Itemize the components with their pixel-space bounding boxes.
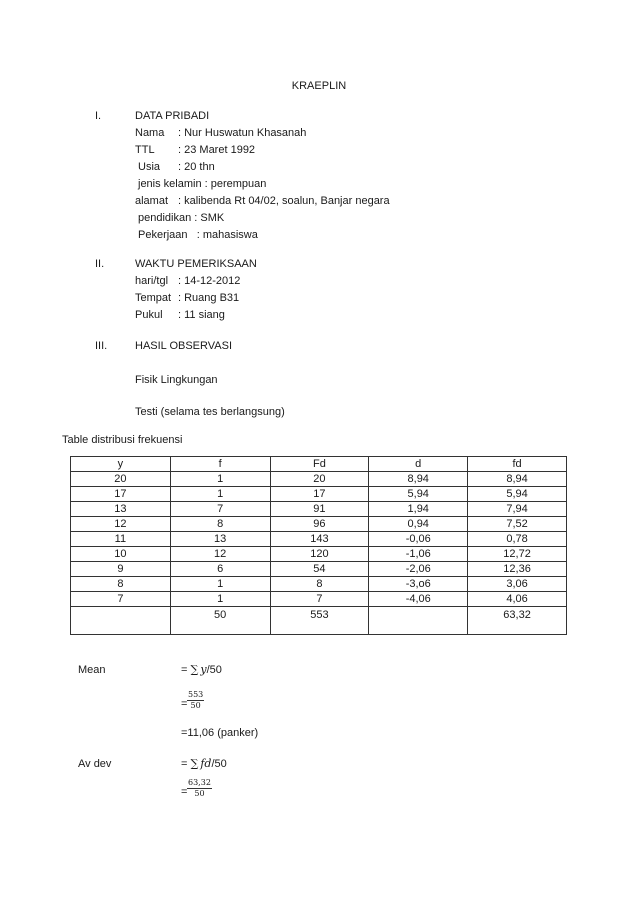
table-cell: 8 bbox=[170, 517, 270, 532]
sum-symbol: ∑ bbox=[190, 663, 199, 676]
table-row bbox=[71, 547, 567, 562]
testi: Testi (selama tes berlangsung) bbox=[135, 406, 285, 418]
table-cell: 7 bbox=[71, 592, 171, 607]
tempat-value: : Ruang B31 bbox=[178, 292, 240, 304]
hari-value: : 14-12-2012 bbox=[178, 275, 241, 287]
table-cell: 8,94 bbox=[468, 472, 567, 487]
table-row bbox=[71, 577, 567, 592]
mean-formula-suffix: /50 bbox=[206, 664, 222, 676]
table-total-cell bbox=[71, 607, 171, 635]
nama-label: Nama bbox=[135, 127, 165, 139]
table-cell: 91 bbox=[270, 502, 369, 517]
table-cell: 8 bbox=[270, 577, 369, 592]
table-total-cell: 50 bbox=[170, 607, 270, 635]
frequency-table bbox=[70, 456, 567, 635]
table-cell: 1 bbox=[170, 577, 270, 592]
table-cell: 12 bbox=[71, 517, 171, 532]
ttl-label: TTL bbox=[135, 144, 155, 156]
table-cell: -3,o6 bbox=[369, 577, 468, 592]
alamat-value: : kalibenda Rt 04/02, soalun, Banjar negara bbox=[178, 195, 390, 207]
alamat-label: alamat bbox=[135, 195, 169, 207]
table-cell: 1 bbox=[170, 487, 270, 502]
pukul-label: Pukul bbox=[135, 309, 163, 321]
section-1-number: I. bbox=[95, 110, 102, 122]
table-cell: 1 bbox=[170, 592, 270, 607]
table-header-row bbox=[71, 457, 567, 472]
table-cell: 10 bbox=[71, 547, 171, 562]
table-cell: 13 bbox=[170, 532, 270, 547]
usia-value: : 20 thn bbox=[178, 161, 215, 173]
nama-value: : Nur Huswatun Khasanah bbox=[178, 127, 307, 139]
table-cell: 5,94 bbox=[369, 487, 468, 502]
sum-symbol: ∑ bbox=[190, 757, 199, 770]
table-cell: 7 bbox=[270, 592, 369, 607]
table-row bbox=[71, 487, 567, 502]
table-row bbox=[71, 562, 567, 577]
fisik-lingkungan: Fisik Lingkungan bbox=[135, 374, 218, 386]
avdev-var-prefix: f bbox=[200, 757, 205, 770]
avdev-label: Av dev bbox=[78, 758, 112, 770]
section-3-number: III. bbox=[95, 340, 108, 352]
table-cell: 6 bbox=[170, 562, 270, 577]
table-cell: 17 bbox=[71, 487, 171, 502]
table-cell: 13 bbox=[71, 502, 171, 517]
header-fd: fd bbox=[468, 457, 567, 472]
header-Fd: Fd bbox=[270, 457, 369, 472]
table-cell: 0,78 bbox=[468, 532, 567, 547]
hari-label: hari/tgl bbox=[135, 275, 169, 287]
mean-formula-prefix: = bbox=[181, 664, 191, 676]
table-row bbox=[71, 532, 567, 547]
table-row bbox=[71, 517, 567, 532]
table-total-cell bbox=[369, 607, 468, 635]
avdev-formula-prefix: = bbox=[181, 758, 191, 770]
section-3-title: HASIL OBSERVASI bbox=[135, 340, 233, 352]
table-cell: 8 bbox=[71, 577, 171, 592]
table-cell: 96 bbox=[270, 517, 369, 532]
section-2-number: II. bbox=[95, 258, 105, 270]
section-2-title: WAKTU PEMERIKSAAN bbox=[135, 258, 257, 270]
avdev-fraction bbox=[187, 778, 212, 799]
table-total-cell: 63,32 bbox=[468, 607, 567, 635]
table-cell: 3,06 bbox=[468, 577, 567, 592]
table-cell: 11 bbox=[71, 532, 171, 547]
table-title: Table distribusi frekuensi bbox=[62, 434, 183, 446]
table-cell: 4,06 bbox=[468, 592, 567, 607]
table-cell: 5,94 bbox=[468, 487, 567, 502]
header-y: y bbox=[71, 457, 171, 472]
table-cell: 0,94 bbox=[369, 517, 468, 532]
table-total-cell: 553 bbox=[270, 607, 369, 635]
mean-result: =11,06 (panker) bbox=[181, 727, 259, 739]
mean-fraction bbox=[187, 690, 204, 711]
pukul-value: : 11 siang bbox=[178, 309, 225, 321]
avdev-frac-num: 63,32 bbox=[188, 778, 211, 787]
table-cell: -1,06 bbox=[369, 547, 468, 562]
avdev-frac-den: 50 bbox=[194, 789, 205, 798]
table-cell: 1,94 bbox=[369, 502, 468, 517]
mean-frac-den: 50 bbox=[190, 701, 201, 710]
avdev-var: d bbox=[204, 757, 212, 770]
avdev-formula bbox=[181, 757, 227, 771]
ttl-value: : 23 Maret 1992 bbox=[178, 144, 256, 156]
table-cell: 120 bbox=[270, 547, 369, 562]
pekerjaan: Pekerjaan : mahasiswa bbox=[138, 229, 258, 241]
table-cell: 20 bbox=[71, 472, 171, 487]
table-cell: 7 bbox=[170, 502, 270, 517]
table-total-row bbox=[71, 607, 567, 635]
table-cell: 8,94 bbox=[369, 472, 468, 487]
mean-label: Mean bbox=[78, 664, 106, 676]
table-cell: 17 bbox=[270, 487, 369, 502]
pendidikan: pendidikan : SMK bbox=[138, 212, 225, 224]
table-cell: 54 bbox=[270, 562, 369, 577]
table-cell: 12,36 bbox=[468, 562, 567, 577]
table-cell: 9 bbox=[71, 562, 171, 577]
table-row bbox=[71, 502, 567, 517]
table-cell: 12 bbox=[170, 547, 270, 562]
mean-frac-eq: = bbox=[181, 698, 188, 710]
table-cell: 7,94 bbox=[468, 502, 567, 517]
table-cell: -2,06 bbox=[369, 562, 468, 577]
table-cell: -4,06 bbox=[369, 592, 468, 607]
document-title: KRAEPLIN bbox=[291, 80, 347, 92]
avdev-formula-suffix: /50 bbox=[211, 758, 227, 770]
mean-frac-num: 553 bbox=[188, 690, 204, 699]
table-row bbox=[71, 592, 567, 607]
mean-formula bbox=[181, 663, 222, 677]
section-1-title: DATA PRIBADI bbox=[135, 110, 210, 122]
table-cell: 143 bbox=[270, 532, 369, 547]
jenis-kelamin: jenis kelamin : perempuan bbox=[138, 178, 267, 190]
avdev-frac-eq: = bbox=[181, 786, 188, 798]
table-cell: 12,72 bbox=[468, 547, 567, 562]
tempat-label: Tempat bbox=[135, 292, 172, 304]
mean-var: y bbox=[200, 663, 207, 676]
header-f: f bbox=[170, 457, 270, 472]
table-row bbox=[71, 472, 567, 487]
header-d: d bbox=[369, 457, 468, 472]
table-cell: 1 bbox=[170, 472, 270, 487]
usia-label: Usia bbox=[138, 161, 161, 173]
table-cell: -0,06 bbox=[369, 532, 468, 547]
table-cell: 7,52 bbox=[468, 517, 567, 532]
table-cell: 20 bbox=[270, 472, 369, 487]
